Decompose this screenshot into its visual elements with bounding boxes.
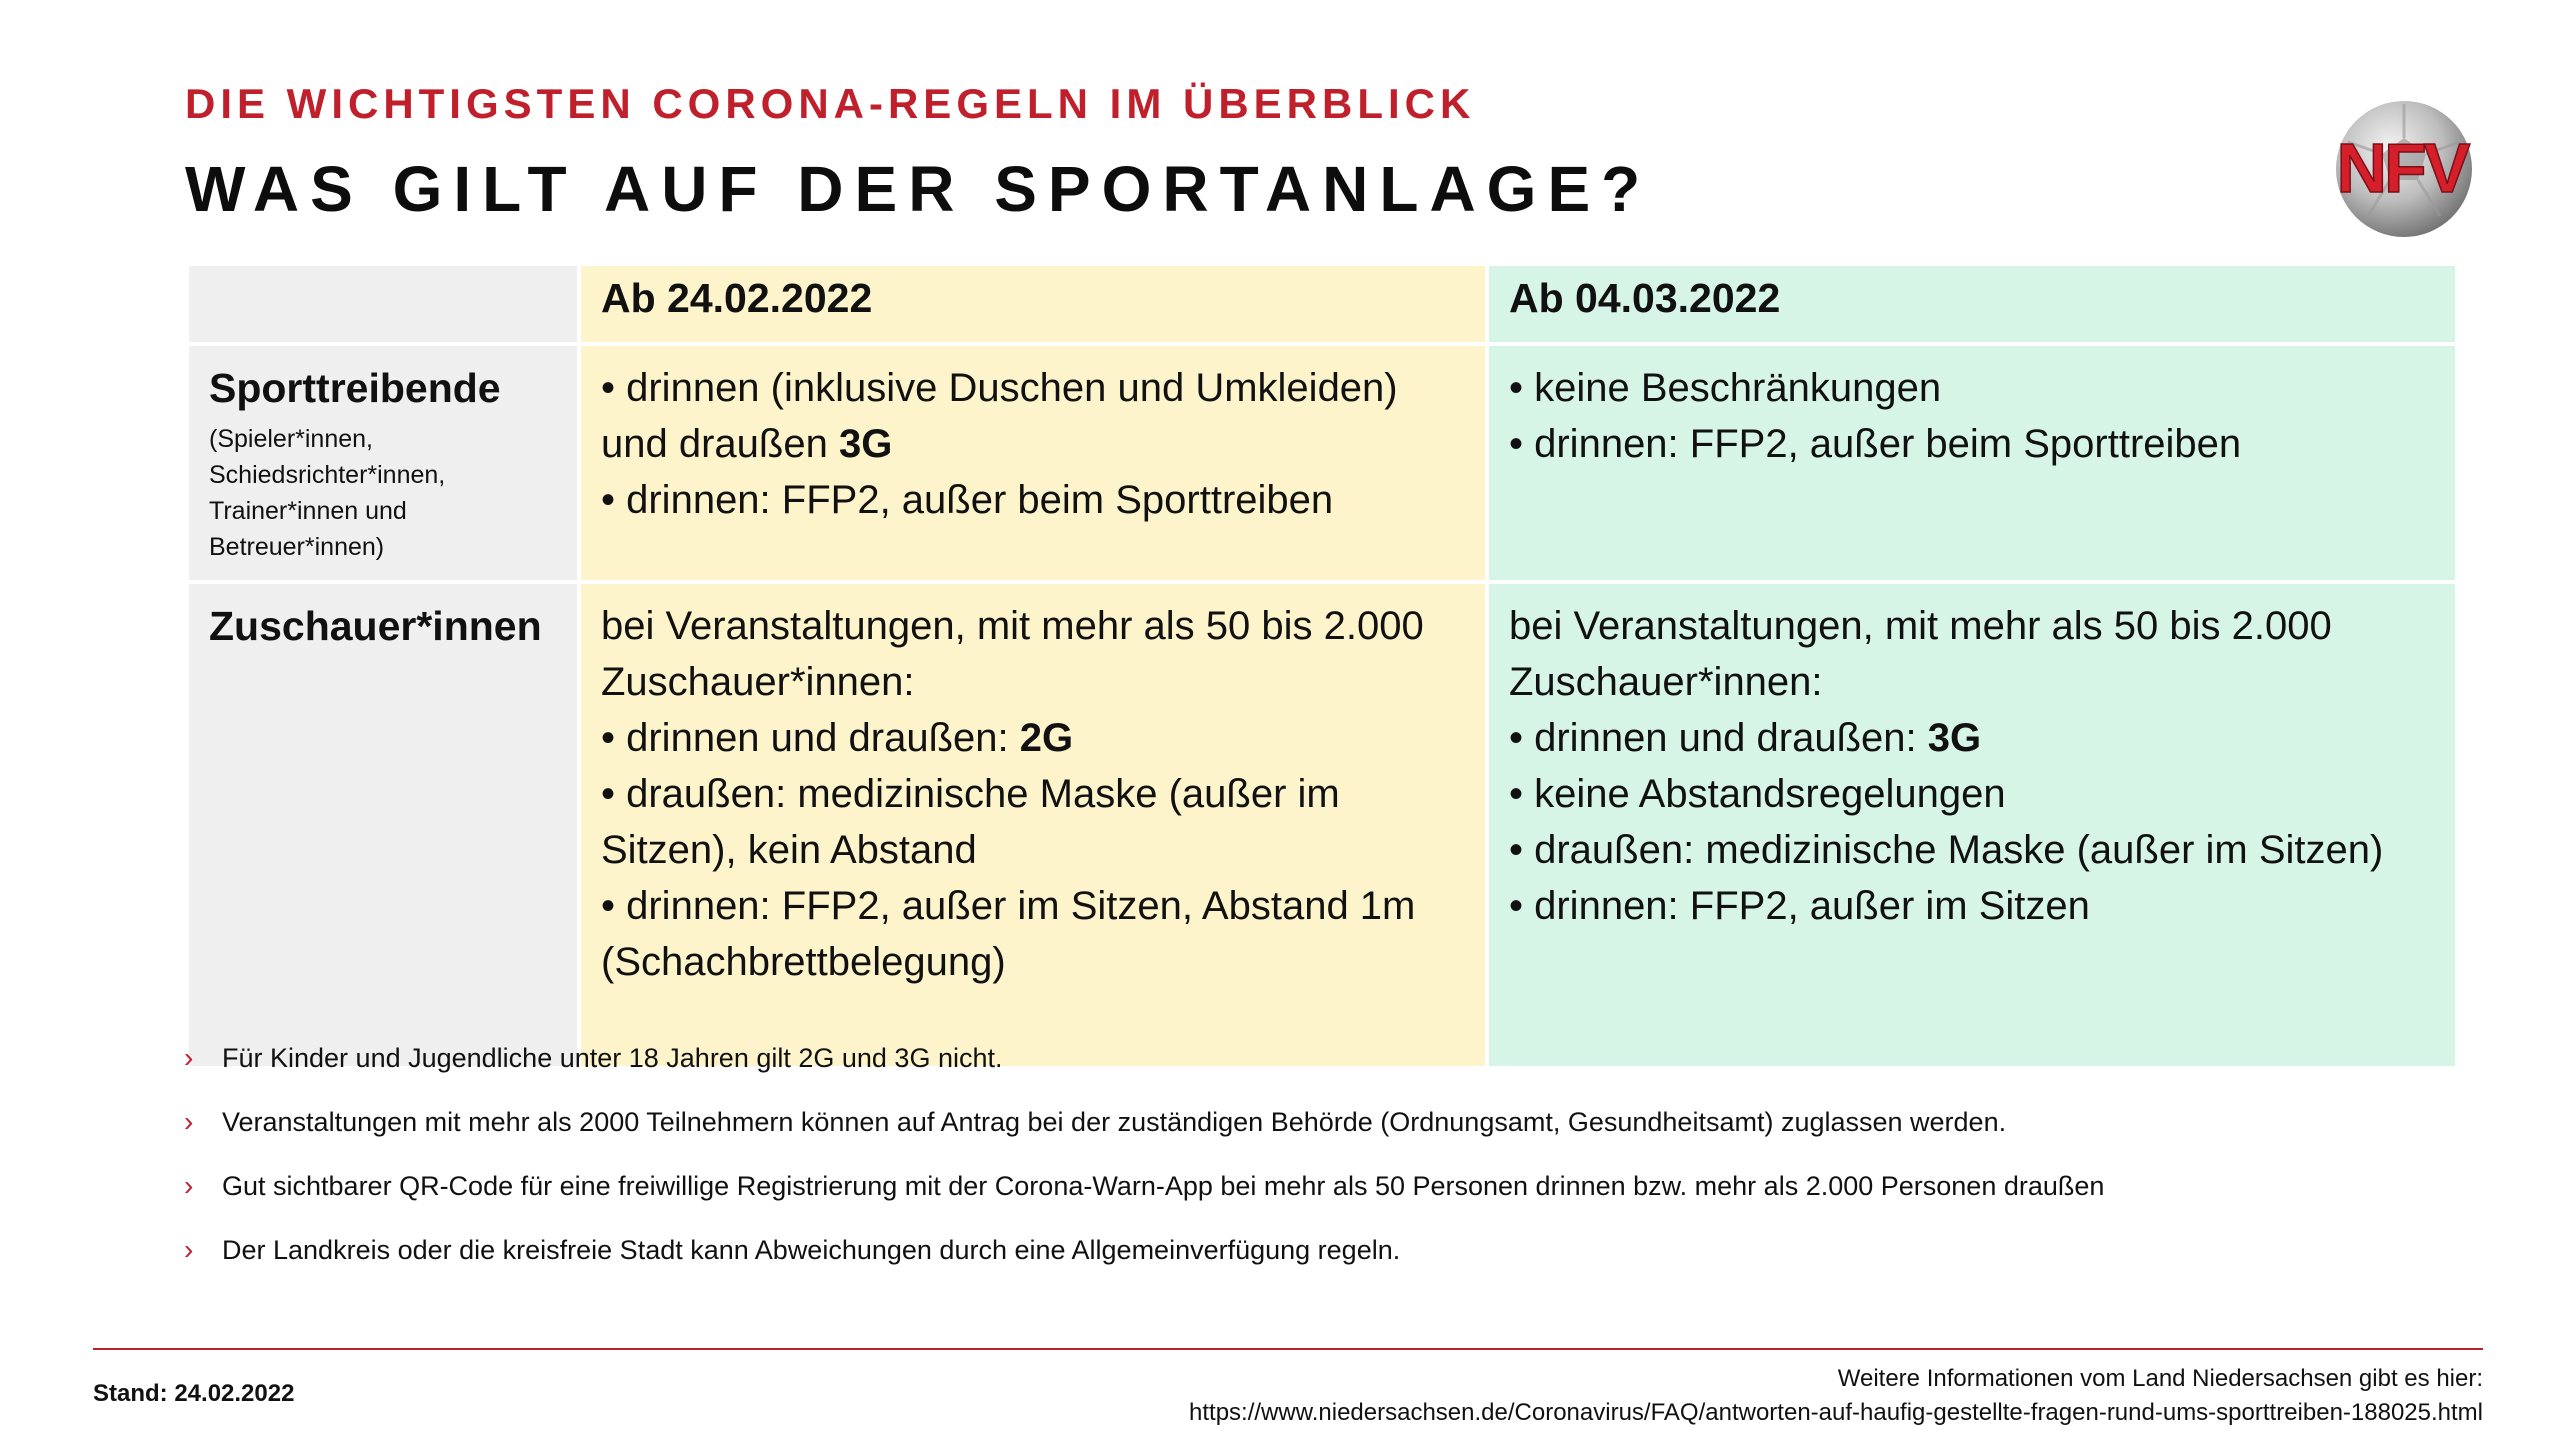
rule-line: • drinnen: FFP2, außer beim Sporttreiben: [1509, 422, 2242, 466]
cell-col-b: [1489, 346, 2455, 580]
table-row: [189, 584, 2455, 1066]
more-info-url[interactable]: https://www.niedersachsen.de/Coronavirus/FAQ/antworten-auf-haufig-gestellte-fragen-rund-ums-sporttreiben-188025.html: [1189, 1399, 2483, 1426]
nfv-logo: [2322, 98, 2482, 240]
list-item: › Der Landkreis oder die kreisfreie Stadt kann Abweichungen durch eine Allgemeinverfügung regeln.: [180, 1232, 2480, 1296]
rule-line: bei Veranstaltungen, mit mehr als 50 bis 2.000 Zuschauer*innen:: [1509, 604, 2332, 704]
table-row: [189, 346, 2455, 580]
header-empty-cell: [189, 266, 577, 342]
footer-divider: [93, 1348, 2483, 1350]
cell-col-b: [1489, 584, 2455, 1066]
chevron-right-icon: ›: [184, 1042, 194, 1073]
list-item: › Gut sichtbarer QR-Code für eine freiwillige Registrierung mit der Corona-Warn-App bei mehr als 50 Personen drinnen bzw. mehr als 2.000 Personen draußen: [180, 1168, 2480, 1232]
more-info-text: Weitere Informationen vom Land Niedersachsen gibt es hier:: [1837, 1365, 2483, 1392]
rule-line: • drinnen: FFP2, außer beim Sporttreiben: [601, 478, 1334, 522]
row-label: Sporttreibende: [209, 365, 501, 411]
notes-list: [180, 1040, 2480, 1296]
row-label-cell: [189, 346, 577, 580]
table-header-row: [189, 266, 2455, 342]
rule-line: • drinnen (inklusive Duschen und Umkleiden) und draußen 3G: [601, 366, 1398, 466]
list-item: › Für Kinder und Jugendliche unter 18 Jahren gilt 2G und 3G nicht.: [180, 1040, 2480, 1104]
rules-table: [185, 262, 2459, 1070]
row-sublabel: (Spieler*innen, Schiedsrichter*innen, Trainer*innen und Betreuer*innen): [209, 425, 446, 561]
more-info: [1189, 1362, 2483, 1430]
row-label-cell: [189, 584, 577, 1066]
list-item: › Veranstaltungen mit mehr als 2000 Teilnehmern können auf Antrag bei der zuständigen Behörde (Ordnungsamt, Gesundheitsamt) zuglassen werden.: [180, 1104, 2480, 1168]
rule-line: • draußen: medizinische Maske (außer im Sitzen), kein Abstand: [601, 772, 1340, 872]
rule-line: • drinnen: FFP2, außer im Sitzen, Abstand 1m (Schachbrettbelegung): [601, 884, 1416, 984]
chevron-right-icon: ›: [184, 1106, 194, 1137]
rule-line: bei Veranstaltungen, mit mehr als 50 bis 2.000 Zuschauer*innen:: [601, 604, 1424, 704]
header-col-a: Ab 24.02.2022: [581, 266, 1485, 342]
cell-col-a: [581, 584, 1485, 1066]
chevron-right-icon: ›: [184, 1170, 194, 1201]
rule-line: • drinnen und draußen: 3G: [1509, 716, 1982, 760]
rule-line: • drinnen und draußen: 2G: [601, 716, 1074, 760]
stand-date: Stand: 24.02.2022: [93, 1380, 295, 1407]
rule-line: • draußen: medizinische Maske (außer im Sitzen): [1509, 828, 2384, 872]
header-col-b: Ab 04.03.2022: [1489, 266, 2455, 342]
row-label: Zuschauer*innen: [209, 603, 542, 649]
rule-line: • keine Beschränkungen: [1509, 366, 1942, 410]
rule-line: • drinnen: FFP2, außer im Sitzen: [1509, 884, 2090, 928]
chevron-right-icon: ›: [184, 1234, 194, 1265]
page-title: WAS GILT AUF DER SPORTANLAGE?: [185, 153, 1652, 225]
cell-col-a: [581, 346, 1485, 580]
kicker-heading: DIE WICHTIGSTEN CORONA-REGELN IM ÜBERBLICK: [185, 80, 1476, 127]
logo-text: NFV: [2336, 129, 2468, 207]
rule-line: • keine Abstandsregelungen: [1509, 772, 2006, 816]
